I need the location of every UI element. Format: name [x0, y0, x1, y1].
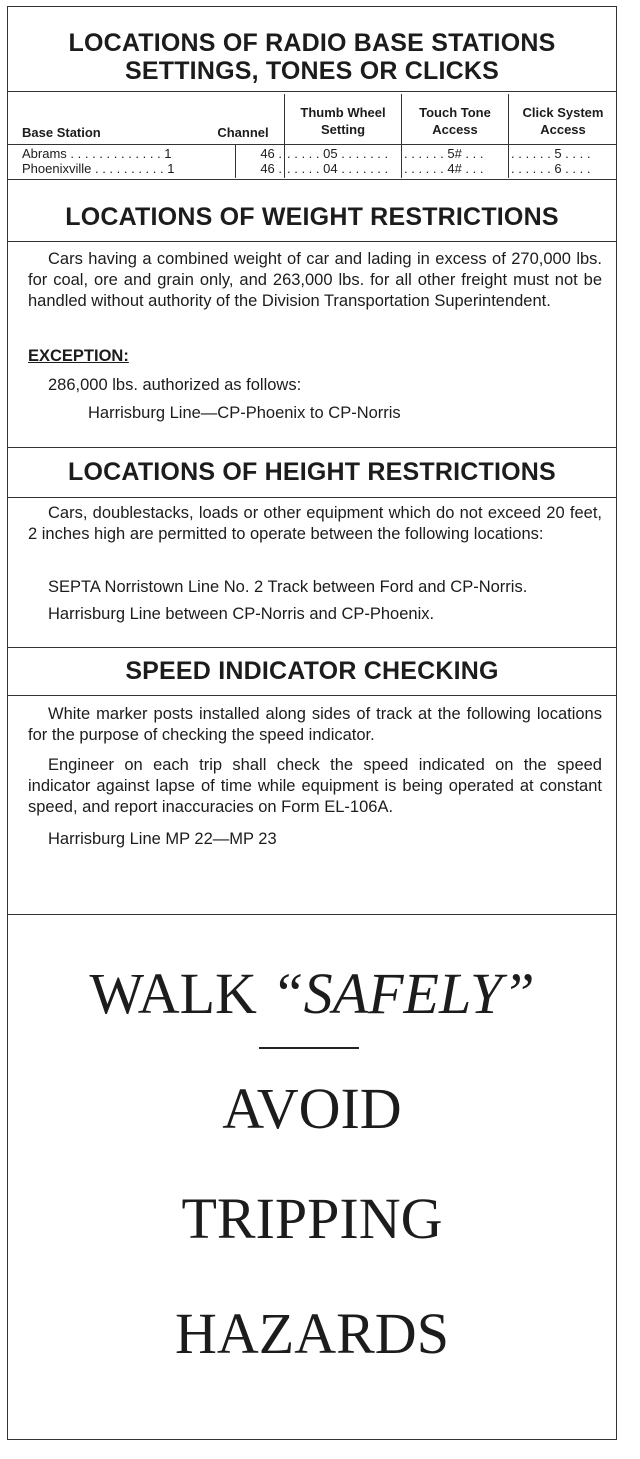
- table-cell-thumb-wheel: . . . . . 04 . . . . . . .: [287, 162, 389, 176]
- speed-check-location: Harrisburg Line MP 22—MP 23: [48, 830, 277, 848]
- column-divider: [235, 144, 236, 178]
- thumb-wheel-header-line-2: Setting: [320, 122, 366, 137]
- column-header-touch-tone: [402, 104, 508, 138]
- poster-line-hazards: HAZARDS: [175, 1301, 449, 1366]
- section-divider: [8, 914, 616, 915]
- column-divider: [401, 94, 402, 178]
- column-divider: [284, 94, 285, 178]
- table-cell-station: Abrams . . . . . . . . . . . . . 1: [22, 147, 172, 161]
- section-divider: [8, 647, 616, 648]
- column-header-thumb-wheel: [285, 104, 401, 138]
- table-cell-click-system: . . . . . . 6 . . . .: [511, 162, 591, 176]
- timetable-page: [7, 6, 617, 1440]
- weight-section-title: LOCATIONS OF WEIGHT RESTRICTIONS: [65, 203, 559, 231]
- section-divider: [8, 241, 616, 242]
- thumb-wheel-header-line-1: Thumb Wheel: [300, 105, 386, 120]
- radio-section-title: [8, 29, 616, 85]
- safety-poster: [8, 917, 616, 1439]
- speed-check-text-2: Engineer on each trip shall check the speed indicated on the speed indicator against lapse of time while equipment is being operated at constant speed, and report inaccuracies on Form EL-106A.: [28, 756, 602, 816]
- column-header-channel: Channel: [217, 125, 269, 140]
- click-system-header-line-2: Access: [540, 122, 586, 137]
- table-cell-thumb-wheel: . . . . . 05 . . . . . . .: [287, 147, 389, 161]
- speed-check-text-1: White marker posts installed along sides of track at the following locations for the purpose of checking the speed indicator.: [28, 705, 602, 744]
- click-system-header-line-1: Click System: [522, 105, 604, 120]
- speed-section-title: SPEED INDICATOR CHECKING: [125, 657, 499, 685]
- section-divider: [8, 179, 616, 180]
- table-cell-station: Phoenixville . . . . . . . . . . 1: [22, 162, 175, 176]
- section-divider: [8, 91, 616, 92]
- poster-line-avoid: AVOID: [222, 1076, 402, 1141]
- poster-line-tripping: TRIPPING: [181, 1186, 443, 1251]
- touch-tone-header-line-2: Access: [432, 122, 478, 137]
- weight-restriction-text: Cars having a combined weight of car and lading in excess of 270,000 lbs. for coal, ore and grain only, and 263,000 lbs. for all other freight must not be handled without authority of the Division Transportation Superintendent.: [28, 250, 602, 310]
- table-cell-click-system: . . . . . . 5 . . . .: [511, 147, 591, 161]
- table-cell-channel: 46 .: [260, 162, 282, 176]
- column-header-base-station: Base Station: [22, 125, 101, 140]
- radio-title-line-2: SETTINGS, TONES OR CLICKS: [124, 57, 500, 85]
- exception-label: EXCEPTION:: [28, 347, 129, 365]
- height-location-1: SEPTA Norristown Line No. 2 Track between Ford and CP-Norris.: [48, 578, 528, 596]
- table-cell-touch-tone: . . . . . . 4# . . .: [404, 162, 484, 176]
- column-divider: [508, 94, 509, 178]
- section-divider: [8, 695, 616, 696]
- touch-tone-header-line-1: Touch Tone: [419, 105, 491, 120]
- poster-line-walk-safely: [8, 962, 616, 1026]
- column-header-click-system: [509, 104, 617, 138]
- height-location-2: Harrisburg Line between CP-Norris and CP-Phoenix.: [48, 605, 435, 623]
- poster-divider: [259, 1047, 359, 1049]
- table-cell-touch-tone: . . . . . . 5# . . .: [404, 147, 484, 161]
- table-cell-channel: 46 .: [260, 147, 282, 161]
- poster-safely: “SAFELY”: [271, 961, 535, 1026]
- section-divider: [8, 497, 616, 498]
- poster-walk: WALK: [89, 961, 272, 1026]
- radio-title-line-1: LOCATIONS OF RADIO BASE STATIONS: [68, 29, 556, 57]
- exception-route: Harrisburg Line—CP-Phoenix to CP-Norris: [88, 404, 401, 422]
- table-header-rule: [8, 144, 617, 145]
- section-divider: [8, 447, 616, 448]
- exception-text: 286,000 lbs. authorized as follows:: [48, 376, 302, 394]
- height-restriction-text: Cars, doublestacks, loads or other equipment which do not exceed 20 feet, 2 inches high are permitted to operate between the following locations:: [28, 504, 602, 543]
- height-section-title: LOCATIONS OF HEIGHT RESTRICTIONS: [68, 458, 556, 486]
